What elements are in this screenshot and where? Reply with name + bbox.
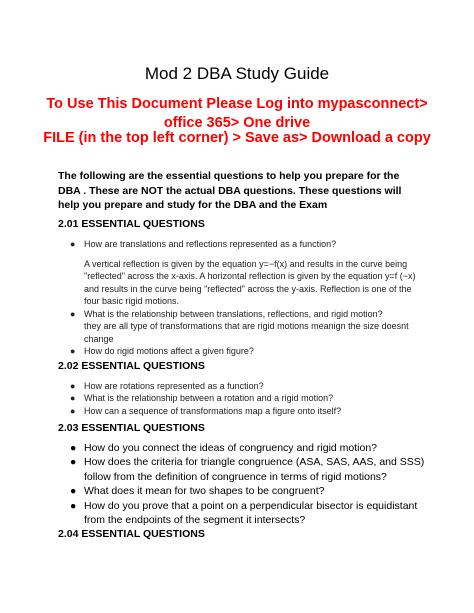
question-text: How are rotations represented as a function? — [84, 381, 264, 391]
notice-login-instructions: To Use This Document Please Log into mypasconnect> office 365> One drive — [46, 96, 428, 131]
section-2-03-list — [58, 441, 428, 527]
question-text: What is the relationship between translations, reflections, and rigid motion? — [84, 309, 383, 319]
question-text: How do rigid motions affect a given figure? — [84, 346, 254, 357]
question-text: How do you connect the ideas of congruency and rigid motion? — [84, 442, 378, 454]
question-text: How are translations and reflections represented as a function? — [84, 239, 337, 249]
bullet-icon: ● — [70, 485, 77, 498]
answer-text: they are all type of transformations that are rigid motions meanign the size doesnt change — [84, 321, 409, 344]
section-heading-2-04: 2.04 ESSENTIAL QUESTIONS — [58, 528, 205, 540]
section-heading-2-02: 2.02 ESSENTIAL QUESTIONS — [58, 360, 205, 372]
notice-save-instructions: FILE (in the top left corner) > Save as> Download a copy — [43, 130, 431, 146]
list-item — [58, 405, 428, 417]
list-item — [58, 345, 428, 357]
list-item — [58, 441, 428, 455]
question-text: What does it mean for two shapes to be congruent? — [84, 485, 325, 498]
question-text: What is the relationship between a rotation and a rigid motion? — [84, 393, 334, 404]
list-item — [58, 380, 428, 392]
answer-paragraph: A vertical reflection is given by the equation y=−f(x) and results in the curve being "reflected" across the x-axis. A horizontal reflection is given by the equation y=f (−x) and results in the curve being "reflected" across the y-axis. Reflection is one of the four basic rigid motions. — [84, 259, 416, 307]
intro-paragraph: The following are the essential questions to help you prepare for the DBA . These are NOT the actual DBA questions. These questions will help you prepare and study for the DBA and the Exam — [58, 170, 402, 212]
list-item — [58, 484, 428, 498]
section-2-02-list — [58, 380, 428, 417]
list-item — [58, 238, 428, 250]
bullet-icon: ● — [70, 346, 76, 357]
bullet-icon: ● — [70, 309, 76, 319]
bullet-icon: ● — [70, 405, 76, 416]
question-text: How do you prove that a point on a perpendicular bisector is equidistant from the endpoints of the segment it intersects? — [84, 499, 418, 527]
bullet-icon: ● — [70, 381, 76, 391]
section-2-01-list-b — [58, 308, 428, 358]
list-item — [58, 308, 428, 345]
list-item — [58, 455, 428, 484]
question-text: How does the criteria for triangle congruence (ASA, SAS, AAS, and SSS) follow from the definition of congruence in terms of rigid motions? — [84, 456, 425, 483]
question-text: How can a sequence of transformations map a figure onto itself? — [84, 405, 342, 416]
section-heading-2-01: 2.01 ESSENTIAL QUESTIONS — [58, 218, 205, 230]
page-title: Mod 2 DBA Study Guide — [144, 64, 330, 83]
bullet-icon: ● — [70, 393, 76, 404]
bullet-icon: ● — [70, 499, 77, 512]
list-item — [58, 499, 428, 528]
bullet-icon: ● — [70, 456, 77, 469]
list-item — [58, 392, 428, 404]
section-heading-2-03: 2.03 ESSENTIAL QUESTIONS — [58, 422, 205, 434]
section-2-01-list-a — [58, 238, 428, 250]
bullet-icon: ● — [70, 239, 76, 249]
bullet-icon: ● — [70, 442, 77, 454]
